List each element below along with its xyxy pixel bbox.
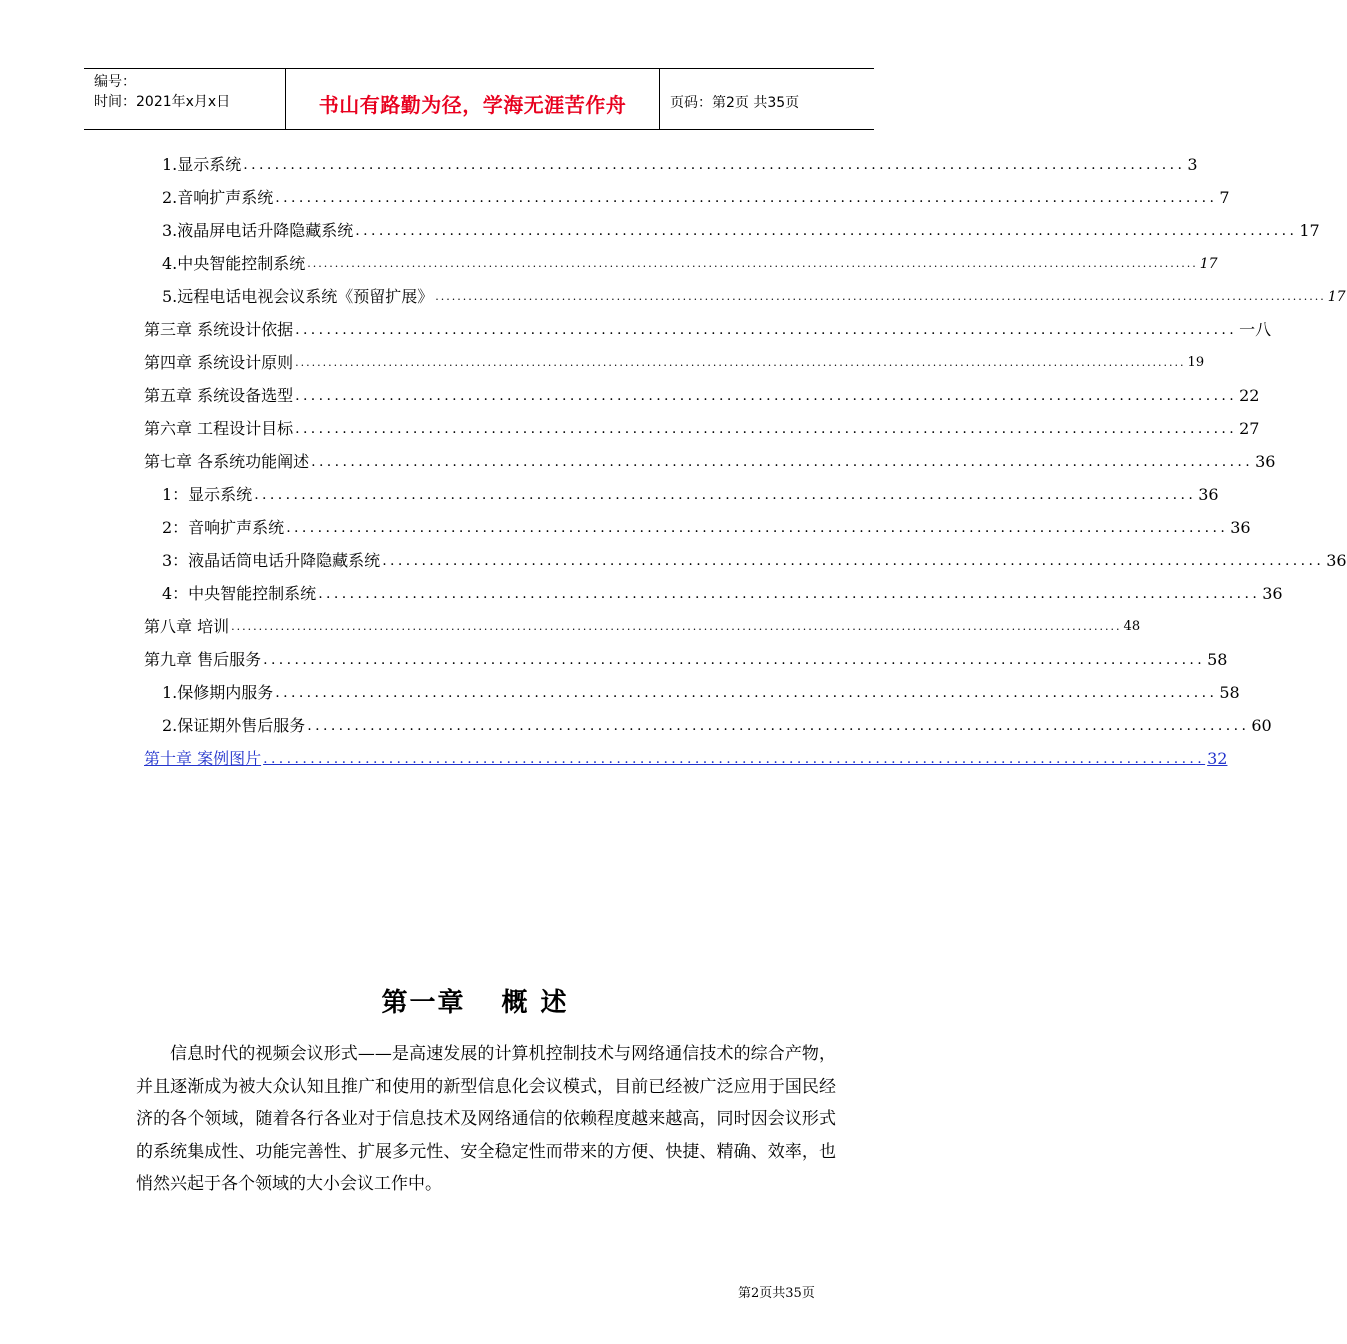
toc-entry-title: 3：液晶话筒电话升降隐藏系统 [162, 551, 381, 570]
toc-entry-page: 一八 [1239, 320, 1272, 339]
chapter-title [0, 982, 950, 1019]
toc-leader: ........................................................................................................................ [263, 751, 1206, 767]
toc-entry-title: 4：中央智能控制系统 [162, 584, 317, 603]
chapter-body [136, 1038, 836, 1201]
toc-entry[interactable] [144, 646, 1228, 670]
toc-entry-title: 2.音响扩声系统 [162, 188, 274, 207]
toc-entry-title: 2：音响扩声系统 [162, 518, 285, 537]
toc-leader: .................................................................................................................................................................. [435, 290, 1326, 303]
toc-entry[interactable] [144, 316, 1272, 340]
toc-entry-page: 36 [1326, 551, 1347, 570]
toc-entry[interactable] [162, 679, 1240, 703]
toc-entry-title: 3.液晶屏电话升降隐藏系统 [162, 221, 354, 240]
toc-entry[interactable] [144, 415, 1260, 439]
toc-entry-page: 36 [1198, 485, 1219, 504]
toc-entry-page: 58 [1207, 650, 1228, 669]
toc-leader: ........................................................................................................................ [382, 553, 1325, 569]
toc-entry[interactable] [162, 712, 1272, 736]
toc-entry[interactable] [144, 448, 1276, 472]
toc-entry[interactable] [162, 580, 1283, 604]
toc-entry[interactable] [162, 283, 1346, 307]
toc-entry-title: 4.中央智能控制系统 [162, 254, 306, 273]
header-date: 时间：2021年x月x日 [94, 94, 231, 110]
toc-entry[interactable] [162, 151, 1198, 175]
toc-entry-page: 22 [1239, 386, 1260, 405]
toc-entry[interactable] [162, 547, 1347, 571]
toc-entry[interactable] [144, 613, 1141, 637]
toc-leader: .................................................................................................................................................................. [307, 257, 1198, 270]
toc-entry-page: 3 [1187, 155, 1198, 174]
toc-entry[interactable] [144, 382, 1260, 406]
toc-entry[interactable] [162, 184, 1230, 208]
toc-entry-title: 第五章 系统设备选型 [144, 386, 294, 405]
toc-entry-link[interactable] [144, 745, 1228, 769]
toc-entry-title: 第八章 培训 [144, 617, 230, 636]
page-header [84, 68, 874, 130]
toc-entry-title: 第七章 各系统功能阐述 [144, 452, 310, 471]
toc-entry-title: 5.远程电话电视会议系统《预留扩展》 [162, 287, 434, 306]
header-page-cell [660, 69, 874, 129]
toc-leader: ........................................................................................................................ [275, 685, 1218, 701]
toc-leader: ........................................................................................................................ [295, 388, 1238, 404]
toc-leader: ........................................................................................................................ [318, 586, 1261, 602]
toc-entry-page: 27 [1239, 419, 1260, 438]
chapter-name: 概 述 [501, 988, 569, 1018]
toc-entry-title: 第三章 系统设计依据 [144, 320, 294, 339]
toc-entry-page: 32 [1207, 749, 1228, 768]
toc-entry-page: 58 [1219, 683, 1240, 702]
toc-leader: ........................................................................................................................ [254, 487, 1197, 503]
toc-leader: ........................................................................................................................ [286, 520, 1229, 536]
toc-entry-title: 第十章 案例图片 [144, 749, 262, 768]
toc-entry-page: 17 [1327, 289, 1346, 305]
toc-leader: ........................................................................................................................ [295, 322, 1238, 338]
toc-entry-page: 36 [1230, 518, 1251, 537]
toc-leader: .................................................................................................................................................................. [231, 620, 1122, 633]
toc-entry-page: 36 [1255, 452, 1276, 471]
toc-entry[interactable] [162, 250, 1218, 274]
toc-entry-page: 60 [1251, 716, 1272, 735]
toc-entry-page: 36 [1262, 584, 1283, 603]
toc-entry-page: 17 [1199, 256, 1218, 272]
toc-entry-title: 第四章 系统设计原则 [144, 353, 294, 372]
toc-entry-title: 第九章 售后服务 [144, 650, 262, 669]
toc-leader: ........................................................................................................................ [355, 223, 1298, 239]
toc-leader: ........................................................................................................................ [275, 190, 1218, 206]
toc-leader: ........................................................................................................................ [263, 652, 1206, 668]
toc-leader: ........................................................................................................................ [295, 421, 1238, 437]
page-footer: 第2页共35页 [738, 1286, 815, 1301]
toc-entry-page: 17 [1299, 221, 1320, 240]
header-page-info: 页码：第2页 共35页 [670, 95, 800, 111]
body-paragraph: 信息时代的视频会议形式——是高速发展的计算机控制技术与网络通信技术的综合产物，并且逐渐成为被大众认知且推广和使用的新型信息化会议模式，目前已经被广泛应用于国民经济的各个领域，随着各行各业对于信息技术及网络通信的依赖程度越来越高，同时因会议形式的系统集成性、功能完善性、扩展多元性、安全稳定性而带来的方便、快捷、精确、效率，也悄然兴起于各个领域的大小会议工作中。 [136, 1044, 836, 1194]
toc-entry-page: 19 [1187, 355, 1205, 370]
header-motto: 书山有路勤为径，学海无涯苦作舟 [318, 92, 627, 117]
toc-entry-page: 48 [1123, 619, 1141, 634]
toc-entry-title: 1.显示系统 [162, 155, 242, 174]
toc-entry-title: 2.保证期外售后服务 [162, 716, 306, 735]
toc-entry-title: 第六章 工程设计目标 [144, 419, 294, 438]
toc-entry[interactable] [144, 349, 1205, 373]
toc-entry[interactable] [162, 217, 1320, 241]
toc-entry-page: 7 [1219, 188, 1230, 207]
toc-entry-title: 1.保修期内服务 [162, 683, 274, 702]
header-meta [84, 69, 286, 129]
header-number: 编号： [94, 74, 136, 90]
toc-entry[interactable] [162, 514, 1251, 538]
toc-entry-title: 1：显示系统 [162, 485, 253, 504]
toc-leader: ........................................................................................................................ [307, 718, 1250, 734]
toc-entry[interactable] [162, 481, 1219, 505]
header-motto-cell [286, 69, 660, 129]
toc-leader: ........................................................................................................................ [311, 454, 1254, 470]
toc-leader: .................................................................................................................................................................. [295, 356, 1186, 369]
chapter-number: 第一章 [381, 988, 466, 1018]
toc-leader: ........................................................................................................................ [243, 157, 1186, 173]
